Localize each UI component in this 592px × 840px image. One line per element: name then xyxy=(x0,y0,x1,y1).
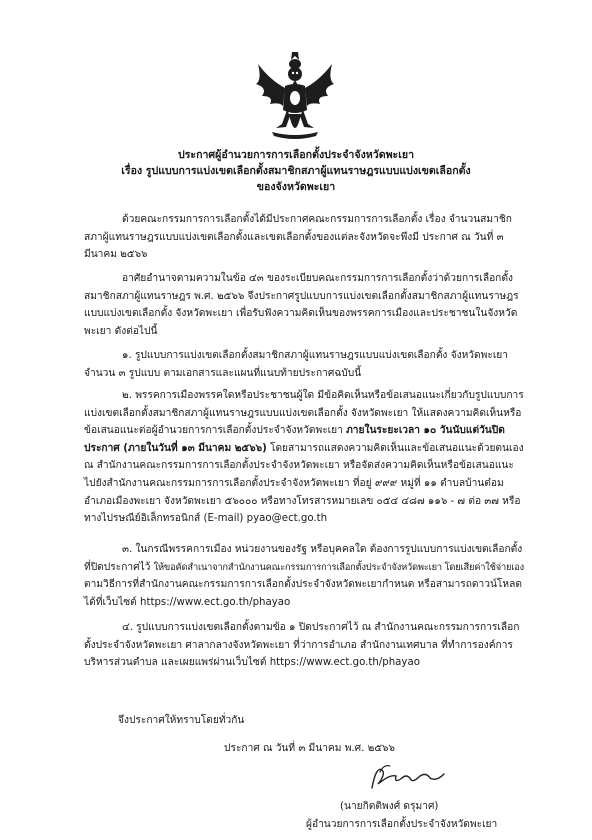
item-2-text-b: โดยสามารถแสดงความคิดเห็นและข้อเสนอแนะด้วยตนเอง ณ สำนักงานคณะกรรมการการเลือกตั้งประจำจังหวัดพะเยา หรือจัดส่งความคิดเห็นหรือข้อเสนอแนะไปยังสำนักงานคณะกรรมการการเลือกตั้งประจำจังหวัดพะเยา ที่อยู่ ๙๙๙ หมู่ที่ ๑๑ ตำบลบ้านต๋อม อำเภอเมืองพะเยา จังหวัดพะเยา ๕๖๐๐๐ หรือทางโทรสารหมายเลข ๐๕๔ ๔๘๗ ๑๑๖ - ๗ ต่อ ๓๗ หรือทางไปรษณีย์อิเล็กทรอนิกส์ (E-mail) pyao@ect.go.th xyxy=(84,442,524,525)
item-3-copy-note: ให้ขอคัดสำเนาจากสำนักงานคณะกรรมการการเลือกตั้งประจำจังหวัดพะเยา โดยเสียค่าใช้จ่ายเอง xyxy=(153,561,524,573)
item-2-deadline: ภายในระยะเวลา ๑๐ วันนับแต่วันปิดประกาศ (ภายในวันที่ ๑๓ มีนาคม ๒๕๖๖) xyxy=(84,425,505,454)
item-3-paragraph xyxy=(84,541,524,611)
garuda-emblem-icon xyxy=(252,50,338,142)
item-3-text-b: ตามวิธีการที่สำนักงานคณะกรรมการการเลือกตั้งประจำจังหวัดพะเยากำหนด หรือสามารถดาวน์โหลดได้ที่เว็บไซต์ https://www.ect.go.th/phayao xyxy=(84,579,522,608)
item-4-paragraph: ๔. รูปแบบการแบ่งเขตเลือกตั้งตามข้อ ๑ ปิดประกาศไว้ ณ สำนักงานคณะกรรมการการเลือกตั้งประจำจังหวัดพะเยา ศาลากลางจังหวัดพะเยา ที่ว่าการอำเภอ สำนักงานเทศบาล ที่ทำการองค์การบริหารส่วนตำบล และเผยแพร่ผ่านเว็บไซต์ https://www.ect.go.th/phayao xyxy=(84,622,520,669)
handwritten-signature xyxy=(366,762,450,794)
authority-paragraph: อาศัยอำนาจตามความในข้อ ๔๓ ของระเบียบคณะกรรมการการเลือกตั้งว่าด้วยการเลือกตั้งสมาชิกสภาผู้แทนราษฎร พ.ศ. ๒๕๖๖ จึงประกาศรูปแบบการแบ่งเขตเลือกตั้งสมาชิกสภาผู้แทนราษฎรแบบแบ่งเขตเลือกตั้ง จังหวัดพะเยา เพื่อรับฟังความคิดเห็นของพรรคการเมืองและประชาชนในจังหวัดพะเยา ดังต่อไปนี้ xyxy=(84,273,519,337)
signer-title: ผู้อำนวยการการเลือกตั้งประจำจังหวัดพะเยา xyxy=(306,819,498,830)
signer-name: (นายกิตติพงศ์ ดรุมาศ) xyxy=(340,801,439,812)
item-1-paragraph: ๑. รูปแบบการแบ่งเขตเลือกตั้งสมาชิกสภาผู้แทนราษฎรแบบแบ่งเขตเลือกตั้ง จังหวัดพะเยา จำนวน ๓ รูปแบบ ตามเอกสารและแผนที่แนบท้ายประกาศฉบับนี้ xyxy=(84,350,509,379)
header-subject: เรื่อง รูปแบบการแบ่งเขตเลือกตั้งสมาชิกสภาผู้แทนราษฎรแบบแบ่งเขตเลือกตั้ง xyxy=(121,165,471,177)
item-3-text-a: ๓. ในกรณีพรรคการเมือง หน่วยงานของรัฐ หรือบุคคลใด ต้องการรูปแบบการแบ่งเขตเลือกตั้งที่ปิดประกาศไว้ xyxy=(84,544,523,573)
item-2-paragraph xyxy=(84,387,524,528)
header-title: ประกาศผู้อำนวยการการเลือกตั้งประจำจังหวัดพะเยา xyxy=(177,149,415,161)
intro-paragraph: ด้วยคณะกรรมการการเลือกตั้งได้มีประกาศคณะกรรมการการเลือกตั้ง เรื่อง จำนวนสมาชิกสภาผู้แทนราษฎรแบบแบ่งเขตเลือกตั้งและเขตเลือกตั้งของแต่ละจังหวัดจะพึงมี ประกาศ ณ วันที่ ๓ มีนาคม ๒๕๖๖ xyxy=(84,214,512,261)
header-subject-cont: ของจังหวัดพะเยา xyxy=(256,181,336,193)
announcement-header xyxy=(0,147,592,195)
closing-line: จึงประกาศให้ทราบโดยทั่วกัน xyxy=(118,715,245,726)
announcement-date: ประกาศ ณ วันที่ ๓ มีนาคม พ.ศ. ๒๕๖๖ xyxy=(224,743,395,754)
item-2-text-a: ๒. พรรคการเมืองพรรคใดหรือประชาชนผู้ใด มีข้อคิดเห็นหรือข้อเสนอแนะเกี่ยวกับรูปแบบการแบ่งเขตเลือกตั้งสมาชิกสภาผู้แทนราษฎรแบบแบ่งเขตเลือกตั้ง จังหวัดพะเยา ให้แสดงความคิดเห็นหรือข้อเสนอแนะต่อผู้อำนวยการการเลือกตั้งประจำจังหวัดพะเยา xyxy=(84,390,524,437)
